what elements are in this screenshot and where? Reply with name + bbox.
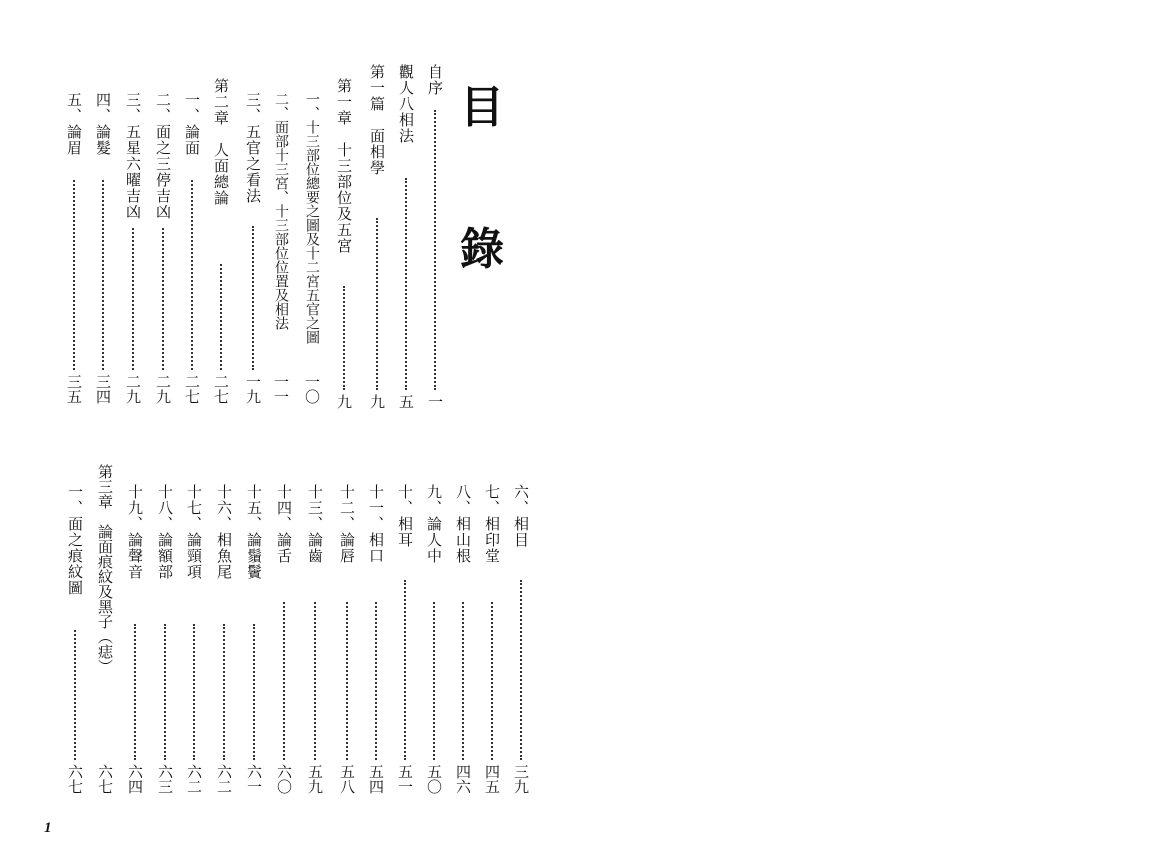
toc-entry-page: 二七: [183, 374, 201, 404]
toc-entry-label: 十七、論頸項: [185, 484, 203, 580]
toc-entry-label: 第一篇 面相學: [368, 64, 386, 176]
toc-entry-label: 十、相耳: [396, 484, 414, 548]
toc-entry-page: 三五: [65, 374, 83, 404]
toc-entry-page: 二九: [154, 374, 172, 404]
toc-entry-page: 五九: [306, 764, 324, 794]
toc-entry-label: 四、論髮: [94, 92, 112, 156]
toc-leader-dots: [404, 580, 406, 760]
toc-entry-page: 六〇: [275, 764, 293, 794]
toc-leader-dots: [405, 178, 407, 390]
toc-entry-label: 十八、論額部: [156, 484, 174, 580]
toc-leader-dots: [283, 602, 285, 760]
toc-entry-page: 六一: [245, 764, 263, 794]
toc-entry-page: 六七: [66, 764, 84, 794]
toc-leader-dots: [164, 624, 166, 760]
toc-entry-label: 九、論人中: [425, 484, 443, 564]
toc-entry-label: 十二、論唇: [338, 484, 356, 564]
toc-leader-dots: [162, 228, 164, 370]
toc-title-char-1: 目: [460, 82, 504, 133]
toc-leader-dots: [433, 602, 435, 760]
toc-leader-dots: [253, 624, 255, 760]
page-number: 1: [44, 820, 52, 836]
toc-leader-dots: [520, 580, 522, 760]
toc-leader-dots: [73, 180, 75, 370]
toc-entry-page: 九: [335, 394, 353, 409]
toc-leader-dots: [491, 602, 493, 760]
toc-entry-page: 五〇: [425, 764, 443, 794]
toc-entry-label: 八、相山根: [454, 484, 472, 564]
toc-leader-dots: [375, 602, 377, 760]
toc-entry-page: 六三: [156, 764, 174, 794]
toc-entry-label: 二、面部十三宮、十三部位位置及相法: [273, 92, 289, 330]
toc-entry-page: 五四: [367, 764, 385, 794]
toc-entry-page: 九: [368, 394, 386, 409]
toc-entry-page: 六二: [215, 764, 233, 794]
toc-title-char-2: 錄: [460, 224, 504, 275]
toc-leader-dots: [191, 180, 193, 370]
toc-leader-dots: [434, 110, 436, 390]
toc-entry-page: 一〇: [303, 374, 321, 404]
toc-leader-dots: [220, 264, 222, 370]
toc-entry-page: 二九: [124, 374, 142, 404]
toc-leader-dots: [462, 602, 464, 760]
toc-entry-label: 六、相目: [512, 484, 530, 548]
toc-entry-page: 六七: [96, 764, 114, 794]
toc-leader-dots: [132, 228, 134, 370]
toc-entry-page: 一九: [244, 374, 262, 404]
toc-leader-dots: [74, 630, 76, 760]
toc-leader-dots: [346, 602, 348, 760]
toc-entry-label: 一、十三部位總要之圖及十二宮五官之圖: [304, 92, 320, 344]
toc-entry-page: 五八: [338, 764, 356, 794]
toc-leader-dots: [252, 226, 254, 370]
toc-leader-dots: [314, 602, 316, 760]
toc-entry-page: 六二: [185, 764, 203, 794]
toc-entry-page: 三九: [512, 764, 530, 794]
toc-entry-page: 三四: [94, 374, 112, 404]
toc-entry-label: 觀人八相法: [397, 64, 415, 144]
toc-entry-label: 二、面之三停吉凶: [154, 92, 172, 220]
toc-entry-label: 五、論眉: [65, 92, 83, 156]
toc-entry-label: 十四、論舌: [275, 484, 293, 564]
toc-entry-label: 三、五官之看法: [244, 92, 262, 204]
toc-leader-dots: [102, 180, 104, 370]
toc-entry-label: 第一章 十三部位及五宮: [335, 78, 353, 254]
toc-entry-label: 十九、論聲音: [126, 484, 144, 580]
toc-leader-dots: [193, 624, 195, 760]
toc-entry-label: 一、論面: [183, 92, 201, 156]
toc-leader-dots: [134, 624, 136, 760]
toc-entry-label: 第三章 論面痕紋及黑子（痣）: [96, 464, 114, 674]
toc-entry-label: 十一、相口: [367, 484, 385, 564]
toc-entry-page: 二七: [212, 374, 230, 404]
toc-entry-page: 一: [426, 394, 444, 409]
toc-entry-label: 十五、論鬚鬢: [245, 484, 263, 580]
toc-leader-dots: [223, 624, 225, 760]
toc-entry-label: 十六、相魚尾: [215, 484, 233, 580]
toc-entry-label: 自序: [426, 64, 444, 96]
toc-leader-dots: [343, 286, 345, 390]
toc-entry-label: 十三、論齒: [306, 484, 324, 564]
toc-entry-label: 七、相印堂: [483, 484, 501, 564]
toc-entry-label: 第二章 人面總論: [212, 78, 230, 206]
toc-entry-page: 五一: [396, 764, 414, 794]
toc-entry-page: 一一: [272, 374, 290, 404]
toc-leader-dots: [376, 218, 378, 390]
toc-entry-label: 三、五星六曜吉凶: [124, 92, 142, 220]
toc-entry-page: 六四: [126, 764, 144, 794]
toc-entry-page: 五: [397, 394, 415, 409]
toc-entry-page: 四五: [483, 764, 501, 794]
toc-entry-page: 四六: [454, 764, 472, 794]
toc-entry-label: 一、面之痕紋圖: [66, 484, 84, 596]
